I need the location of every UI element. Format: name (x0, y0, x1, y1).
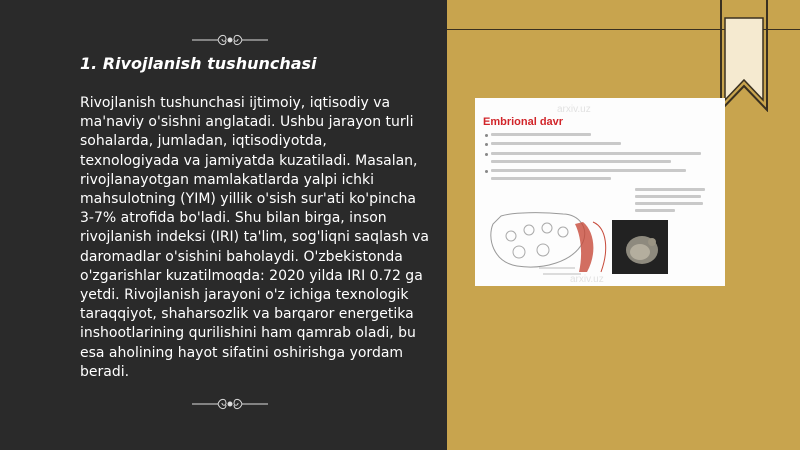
image-title: Embrional davr (483, 116, 564, 128)
ornament-bottom-icon (190, 396, 270, 412)
embryonic-period-image (475, 98, 725, 286)
embryo-diagram (483, 202, 615, 278)
watermark-top: arxiv.uz (557, 104, 591, 115)
embryo-photo (612, 220, 668, 274)
watermark-bottom: arxiv.uz (570, 274, 604, 285)
slide-body-text: Rivojlanish tushunchasi ijtimoiy, iqtisodiy va ma'naviy o'sishni anglatadi. Ushbu jarayon turli sohalarda, jumladan, iqtisodiyotda, texnologiyada va jamiyatda kuzatiladi. Masalan, rivojlanayotgan mamlakatlarda yalpi ichki mahsulotning (YIM) yillik o'sish sur'ati ko'pincha 3-7% atrofida bo'ladi. Shu bilan birga, inson rivojlanish indeksi (IRI) ta'lim, sog'liqni saqlash va daromadlar o'sishini baholaydi. O'zbekistonda o'zgarishlar kuzatilmoqda: 2020 yilda IRI 0.72 ga yetdi. Rivojlanish jarayoni o'z ichiga texnologik taraqqiyot, shaharsozlik va barqaror energetika inshootlarining qurilishini ham qamrab oladi, bu esa aholining hayot sifatini oshirishga yordam beradi. (80, 95, 430, 380)
slide-title: 1. Rivojlanish tushunchasi (80, 54, 317, 73)
ornament-top-icon (190, 32, 270, 48)
bookmark-ribbon-icon (717, 0, 771, 112)
